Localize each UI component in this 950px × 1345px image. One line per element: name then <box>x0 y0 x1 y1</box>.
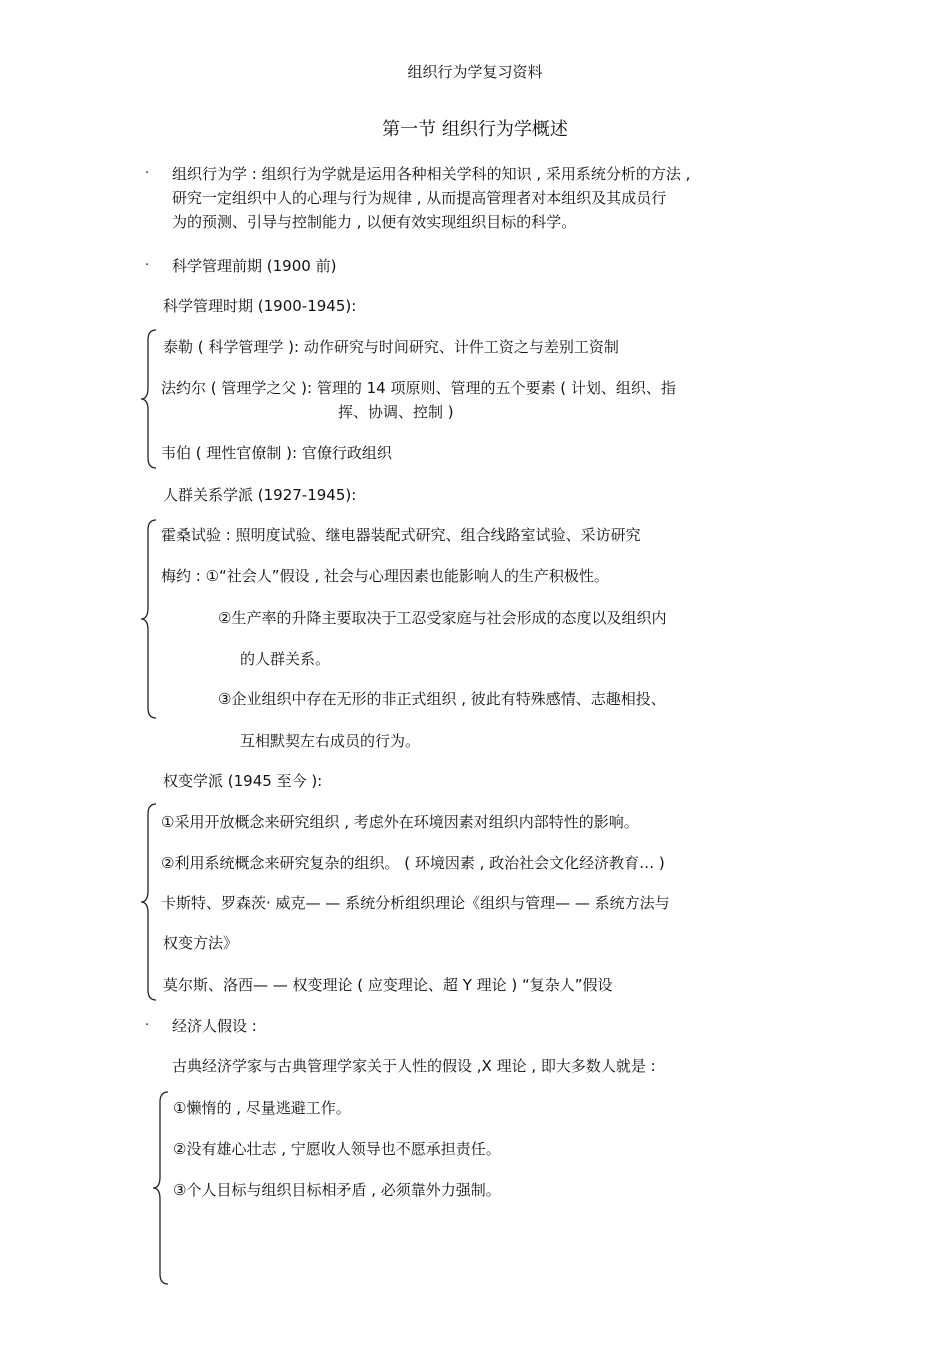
brace-scientific <box>138 328 160 470</box>
taylor-line: 泰勒 ( 科学管理学 ): 动作研究与时间研究、计件工资之与差别工资制 <box>163 338 619 356</box>
mayo-item-1: 梅约 : ①“社会人”假设 , 社会与心理因素也能影响人的生产积极性。 <box>161 567 609 585</box>
contingency-item-3: 卡斯特、罗森茨· 威克— — 系统分析组织理论《组织与管理— — 系统方法与 <box>161 894 670 912</box>
human-relations-heading: 人群关系学派 (1927-1945): <box>163 486 357 504</box>
economic-man-item: ③个人目标与组织目标相矛盾 , 必须靠外力强制。 <box>173 1181 501 1199</box>
pre-scientific-period: 科学管理前期 (1900 前) <box>172 257 337 275</box>
mayo-item-3: ③企业组织中存在无形的非正式组织 , 彼此有特殊感情、志趣相投、 <box>218 690 666 708</box>
mayo-item-2-cont: 的人群关系。 <box>240 650 331 668</box>
bullet-marker: · <box>145 166 150 181</box>
fayol-line-cont: 挥、协调、控制 ) <box>338 403 454 421</box>
economic-man-item: ②没有雄心壮志 , 宁愿收人领导也不愿承担责任。 <box>173 1140 501 1158</box>
brace-human-relations <box>138 518 160 720</box>
mayo-item-3-cont: 互相默契左右成员的行为。 <box>240 732 421 750</box>
contingency-item-4: 莫尔斯、洛西— — 权变理论 ( 应变理论、超 Y 理论 ) “复杂人”假设 <box>163 976 613 994</box>
definition-line: 为的预测、引导与控制能力 , 以便有效实现组织目标的科学。 <box>172 213 577 231</box>
definition-line: 组织行为学 : 组织行为学就是运用各种相关学科的知识 , 采用系统分析的方法 , <box>172 165 691 183</box>
scientific-period-heading: 科学管理时期 (1900-1945): <box>163 297 357 315</box>
weber-line: 韦伯 ( 理性官僚制 ): 官僚行政组织 <box>161 444 392 462</box>
contingency-heading: 权变学派 (1945 至今 ): <box>163 772 323 790</box>
brace-economic-man <box>150 1090 172 1286</box>
contingency-item-3-cont: 权变方法》 <box>163 934 239 952</box>
bullet-marker: · <box>145 258 150 273</box>
bullet-marker: · <box>145 1018 150 1033</box>
definition-line: 研究一定组织中人的心理与行为规律 , 从而提高管理者对本组织及其成员行 <box>172 189 667 207</box>
contingency-item-2: ②利用系统概念来研究复杂的组织。 ( 环境因素 , 政治社会文化经济教育… ) <box>161 854 665 872</box>
hawthorne-line: 霍桑试验 : 照明度试验、继电器装配式研究、组合线路室试验、采访研究 <box>161 526 641 544</box>
economic-man-item: ①懒惰的 , 尽量逃避工作。 <box>173 1099 351 1117</box>
fayol-line: 法约尔 ( 管理学之父 ): 管理的 14 项原则、管理的五个要素 ( 计划、组织、指 <box>161 379 676 397</box>
brace-contingency <box>138 802 160 1002</box>
doc-title: 组织行为学复习资料 <box>407 63 543 81</box>
mayo-item-2: ②生产率的升降主要取决于工忍受家庭与社会形成的态度以及组织内 <box>218 609 667 627</box>
section-heading: 第一节 组织行为学概述 <box>382 119 568 140</box>
economic-man-intro: 古典经济学家与古典管理学家关于人性的假设 ,X 理论 , 即大多数人就是 : <box>172 1057 656 1075</box>
economic-man-heading: 经济人假设 : <box>172 1017 257 1035</box>
contingency-item-1: ①采用开放概念来研究组织 , 考虑外在环境因素对组织内部特性的影响。 <box>161 813 639 831</box>
